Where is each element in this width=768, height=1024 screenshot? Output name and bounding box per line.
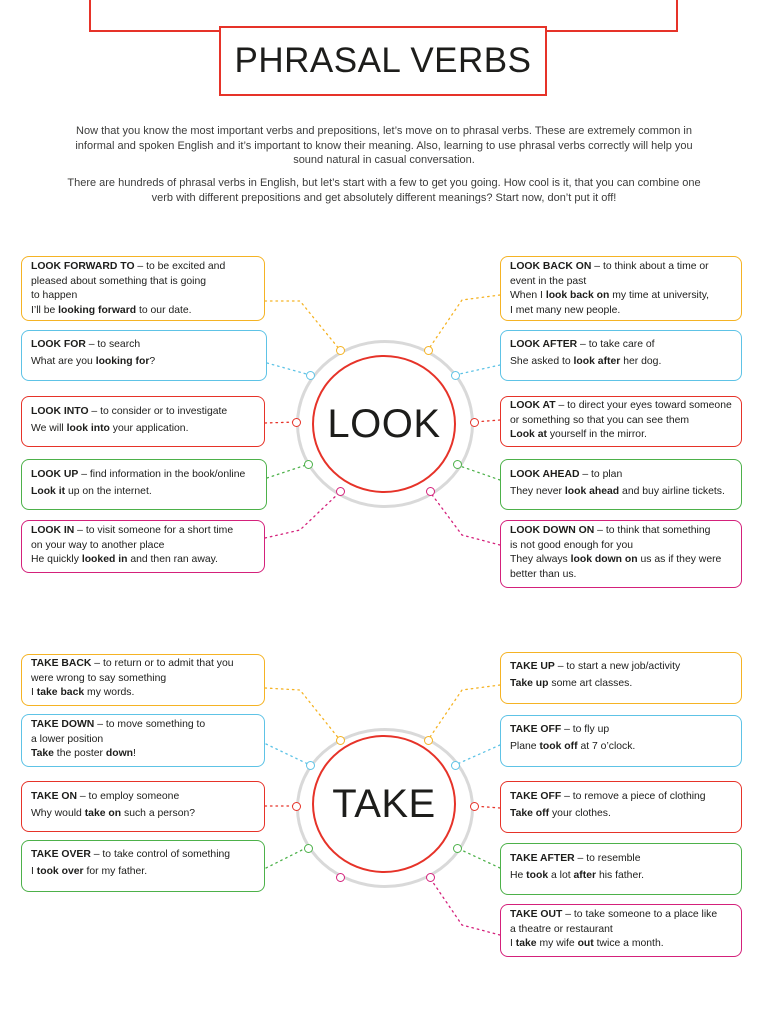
definition: LOOK UP – find information in the book/online (31, 469, 246, 480)
term: LOOK BACK ON (510, 261, 592, 272)
look-dot-blue-right (451, 371, 460, 380)
take-dot-blue-left (306, 761, 315, 770)
example: She asked to look after her dog. (510, 355, 662, 367)
card-look-for (21, 330, 267, 381)
look-dot-green-left (304, 460, 313, 469)
example: I’ll be looking forward to our date. (31, 304, 192, 316)
definition-cont: on your way to another place (31, 539, 165, 551)
take-dot-green-left (304, 844, 313, 853)
look-dot-magenta-right (426, 487, 435, 496)
definition: LOOK FOR – to search (31, 339, 141, 350)
example: Look at yourself in the mirror. (510, 429, 647, 440)
definition-cont: a lower position (31, 733, 104, 745)
example: What are you looking for? (31, 355, 156, 367)
look-hub-label: LOOK (327, 401, 441, 446)
take-dot-magenta-left (336, 873, 345, 882)
definition: TAKE OVER – to take control of something (31, 849, 231, 860)
definition: TAKE DOWN – to move something to (31, 719, 206, 730)
example: Take up some art classes. (510, 677, 633, 689)
example: He quickly looked in and then ran away. (31, 554, 218, 565)
example-cont: I met many new people. (510, 304, 621, 316)
intro-paragraph-1: Now that you know the most important verbs and prepositions, let’s move on to phrasal verbs. These are extremely common in informal and spoken English and it’s important to know their meaning. Also, learning to use phrasal verbs correctly will help you sound natural in casual conversation. (75, 125, 693, 166)
take-dot-red-left (292, 802, 301, 811)
example: They always look down on us as if they were (510, 554, 722, 565)
example: When I look back on my time at university, (510, 290, 710, 301)
term: TAKE OFF (510, 724, 562, 735)
take-dot-yellow-right (424, 736, 433, 745)
card-look-back-on (500, 256, 742, 321)
term: LOOK UP (31, 469, 79, 480)
definition-cont: is not good enough for you (510, 539, 634, 551)
card-take-off-clothes (500, 781, 742, 833)
definition: TAKE BACK – to return or to admit that you (31, 658, 234, 669)
card-look-ahead (500, 459, 742, 510)
definition: LOOK AFTER – to take care of (510, 339, 655, 350)
example: Take off your clothes. (510, 807, 611, 819)
term: TAKE UP (510, 661, 555, 672)
take-hub (312, 735, 456, 873)
definition: TAKE AFTER – to resemble (510, 853, 641, 864)
take-dot-magenta-right (426, 873, 435, 882)
term: TAKE OUT (510, 909, 563, 920)
term: TAKE BACK (31, 658, 92, 669)
card-look-down-on (500, 520, 742, 588)
example: Plane took off at 7 o’clock. (510, 740, 636, 752)
definition-cont: to happen (31, 290, 78, 301)
card-take-over (21, 840, 265, 892)
example: We will look into your application. (31, 422, 189, 434)
definition: TAKE UP – to start a new job/activity (510, 661, 681, 672)
definition-cont: were wrong to say something (31, 672, 167, 684)
term: LOOK IN (31, 525, 75, 536)
example: I take my wife out twice a month. (510, 938, 664, 949)
definition-cont: or something so that you can see them (510, 414, 690, 426)
look-dot-red-left (292, 418, 301, 427)
definition-cont: a theatre or restaurant (510, 923, 613, 935)
card-look-in (21, 520, 265, 573)
card-look-at (500, 396, 742, 447)
intro-paragraph-2: There are hundreds of phrasal verbs in English, but let’s start with a few to get you going. How cool is it, that you can combine one verb with different prepositions and get absolutely different meanings? Start now, don’t put it off! (67, 177, 701, 204)
card-look-forward-to (21, 256, 265, 321)
card-look-up (21, 459, 267, 510)
term: TAKE ON (31, 791, 77, 802)
definition: LOOK AT – to direct your eyes toward someone (510, 400, 732, 411)
card-look-into (21, 396, 265, 447)
definition: LOOK INTO – to consider or to investigate (31, 406, 228, 417)
term: TAKE OFF (510, 791, 562, 802)
term: LOOK DOWN ON (510, 525, 595, 536)
take-dot-blue-right (451, 761, 460, 770)
term: LOOK FORWARD TO (31, 261, 135, 272)
definition: LOOK DOWN ON – to think that something (510, 525, 711, 536)
term: TAKE OVER (31, 849, 91, 860)
example: They never look ahead and buy airline tickets. (510, 485, 725, 497)
take-dot-yellow-left (336, 736, 345, 745)
card-take-up (500, 652, 742, 704)
card-take-down (21, 714, 265, 767)
term: TAKE AFTER (510, 853, 575, 864)
definition: TAKE OFF – to fly up (510, 724, 610, 735)
example: I took over for my father. (31, 865, 148, 877)
definition: LOOK BACK ON – to think about a time or (510, 261, 709, 272)
example: Look it up on the internet. (31, 485, 152, 497)
term: LOOK AFTER (510, 339, 578, 350)
term: LOOK AHEAD (510, 469, 580, 480)
term: LOOK FOR (31, 339, 86, 350)
card-look-after (500, 330, 742, 381)
definition: TAKE OUT – to take someone to a place like (510, 909, 718, 920)
look-dot-red-right (470, 418, 479, 427)
definition: LOOK AHEAD – to plan (510, 469, 623, 480)
term: LOOK INTO (31, 406, 89, 417)
definition: LOOK IN – to visit someone for a short time (31, 525, 234, 536)
definition-cont: pleased about something that is going (31, 275, 207, 287)
take-dot-green-right (453, 844, 462, 853)
example: Take the poster down! (31, 748, 136, 759)
term: LOOK AT (510, 400, 556, 411)
look-dot-green-right (453, 460, 462, 469)
definition: LOOK FORWARD TO – to be excited and (31, 261, 226, 272)
card-take-off-fly (500, 715, 742, 767)
definition: TAKE ON – to employ someone (31, 791, 180, 802)
example: I take back my words. (31, 687, 135, 698)
look-dot-yellow-left (336, 346, 345, 355)
look-dot-blue-left (306, 371, 315, 380)
page-title: PHRASAL VERBS (234, 41, 532, 80)
look-dot-magenta-left (336, 487, 345, 496)
look-dot-yellow-right (424, 346, 433, 355)
take-hub-label: TAKE (332, 781, 436, 826)
card-take-back (21, 654, 265, 706)
look-hub (312, 355, 456, 493)
card-take-after (500, 843, 742, 895)
take-dot-red-right (470, 802, 479, 811)
definition: TAKE OFF – to remove a piece of clothing (510, 791, 706, 802)
example-cont: better than us. (510, 568, 577, 580)
card-take-out (500, 904, 742, 957)
card-take-on (21, 781, 265, 832)
term: TAKE DOWN (31, 719, 95, 730)
example: Why would take on such a person? (31, 807, 196, 819)
example: He took a lot after his father. (510, 869, 645, 881)
definition-cont: event in the past (510, 275, 587, 287)
